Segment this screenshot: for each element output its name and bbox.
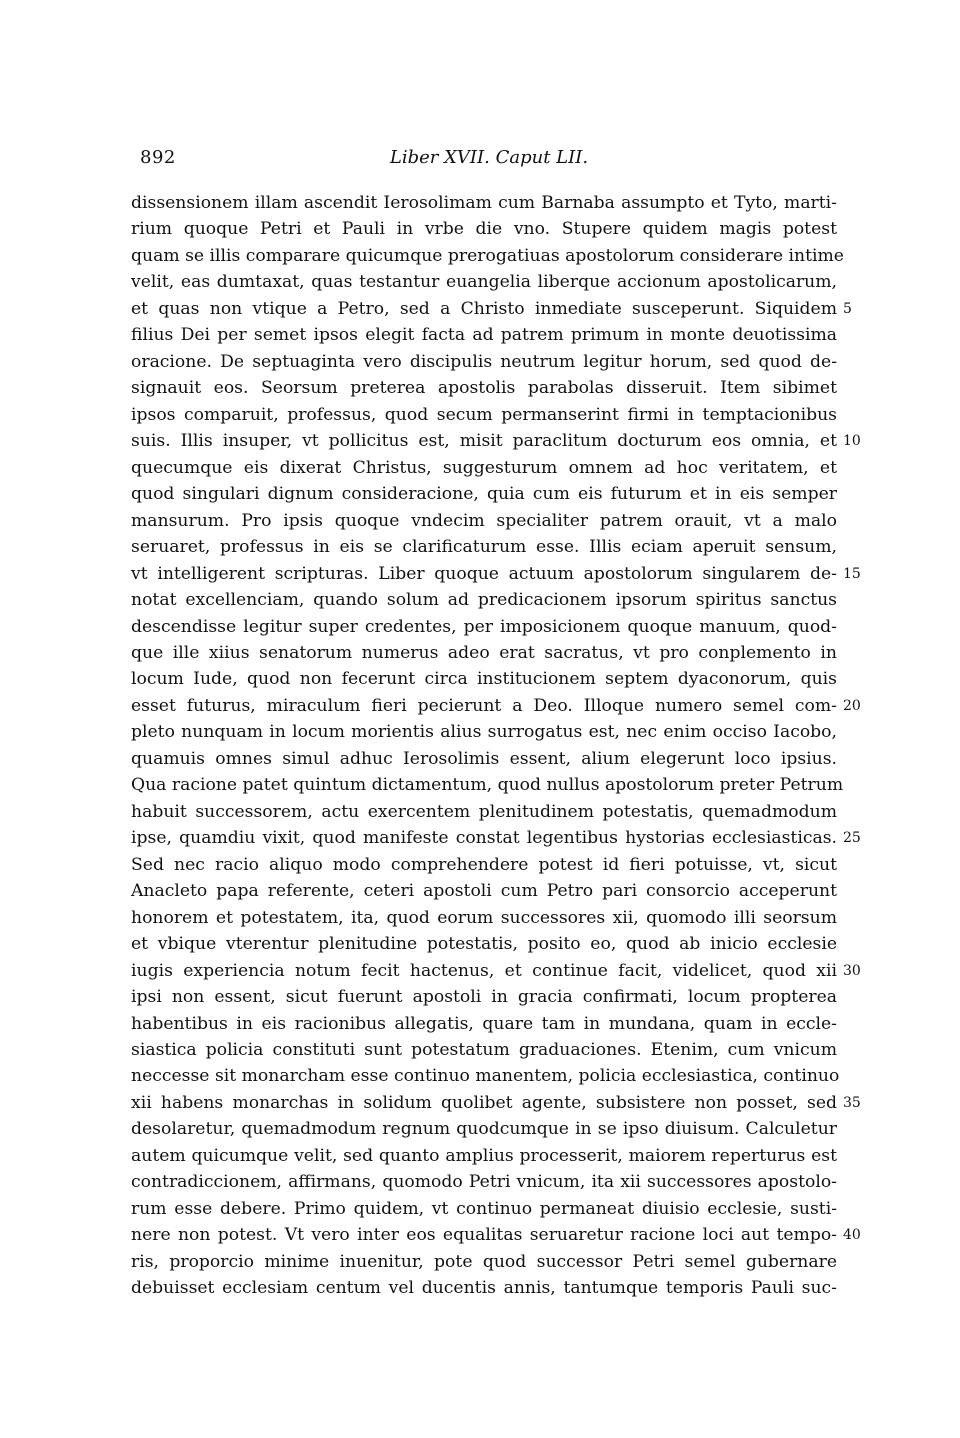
line-number: 30 [843,962,861,979]
text-line [131,746,837,772]
page-header [140,147,838,177]
text-line [131,905,837,931]
text-line [131,825,861,851]
text-line-content: siastica policia constituti sunt potestatum graduaciones. Etenim, cum vnicum [131,1040,837,1060]
line-number: 15 [843,565,861,582]
text-line [131,958,861,984]
running-title: Liber XVII. Caput LII. [389,147,589,168]
text-line [131,455,837,481]
text-line-content: dissensionem illam ascendit Ierosolimam cum Barnaba assumpto et Tyto, marti- [131,193,837,213]
text-line [131,296,852,322]
text-line [131,640,837,666]
text-line [131,561,861,587]
line-number: 5 [843,300,852,317]
text-line [131,799,837,825]
body-text [131,190,861,1302]
line-number: 35 [843,1094,861,1111]
text-line-content: signauit eos. Seorsum preterea apostolis parabolas disseruit. Item sibimet [131,378,837,399]
text-line [131,931,837,957]
text-line-content: velit, eas dumtaxat, quas testantur euangelia liberque accionum apostolicarum, [131,272,837,293]
text-line-content: ipsi non essent, sicut fuerunt apostoli in gracia confirmati, locum propterea [131,987,837,1008]
text-line [131,428,861,454]
text-line-content: Qua racione patet quintum dictamentum, quod nullus apostolorum preter Petrum [131,775,844,796]
text-line [131,719,837,745]
text-line [131,402,837,428]
text-line [131,481,837,507]
text-line-content: pleto nunquam in locum morientis alius surrogatus est, nec enim occiso Iacobo, [131,722,837,743]
text-line-content: contradiccionem, affirmans, quomodo Petri vnicum, ita xii successores apostolo- [131,1172,837,1193]
text-line-content: ris, proporcio minime inuenitur, pote quod successor Petri semel gubernare [131,1251,837,1272]
text-line-content: notat excellenciam, quando solum ad predicacionem ipsorum spiritus sanctus [131,590,837,611]
line-number: 40 [843,1227,861,1244]
text-line [131,852,837,878]
text-line-content: desolaretur, quemadmodum regnum quodcumque in se ipso diuisum. Calculetur [131,1119,837,1140]
text-line-content: ipsos comparuit, professus, quod secum permanserint firmi in temptacionibus [131,404,837,425]
line-number: 10 [843,433,861,450]
text-line-content: et quas non vtique a Petro, sed a Christo inmediate susceperunt. Siquidem [131,298,837,319]
text-line-content: Sed nec racio aliquo modo comprehendere potest id fieri potuisse, vt, sicut [131,854,837,875]
text-line-content: debuisset ecclesiam centum vel ducentis annis, tantumque temporis Pauli suc- [131,1278,837,1299]
text-line-content: mansurum. Pro ipsis quoque vndecim specialiter patrem orauit, vt a malo [131,510,837,531]
text-line [131,772,844,798]
text-line [131,269,837,295]
page-number: 892 [140,147,176,168]
text-line-content: seruaret, professus in eis se clarificaturum esse. Illis eciam aperuit sensum, [131,537,837,558]
text-line [131,1143,837,1169]
text-line-content: quod singulari dignum consideracione, quia cum eis futurum et in eis semper [131,484,837,505]
text-line [131,1011,837,1037]
text-line-content: autem quicumque velit, sed quanto amplius processerit, maiorem reperturus est [131,1145,837,1166]
text-line [131,1169,837,1195]
text-line [131,666,837,692]
text-line-content: rum esse debere. Primo quidem, vt continuo permaneat diuisio ecclesie, susti- [131,1198,837,1219]
text-line [131,190,837,216]
text-line [131,1275,837,1301]
text-line [131,508,837,534]
text-line [131,216,837,242]
text-line-content: quam se illis comparare quicumque prerogatiuas apostolorum considerare intime [131,245,844,266]
text-line [131,534,837,560]
text-line-content: esset futurus, miraculum fieri pecierunt a Deo. Illoque numero semel com- [131,695,837,716]
text-line [131,349,837,375]
text-line-content: quecumque eis dixerat Christus, suggesturum omnem ad hoc veritatem, et [131,457,837,478]
text-line-content: quamuis omnes simul adhuc Ierosolimis essent, alium elegerunt loco ipsius. [131,748,837,769]
text-line [131,1196,837,1222]
text-line [131,322,837,348]
text-line [131,984,837,1010]
text-line [131,1116,837,1142]
text-line [131,693,861,719]
text-line [131,1037,837,1063]
line-number: 25 [843,830,861,847]
text-line-content: filius Dei per semet ipsos elegit facta ad patrem primum in monte deuotissima [131,325,837,346]
text-line-content: Anacleto papa referente, ceteri apostoli cum Petro pari consorcio acceperunt [131,881,837,902]
text-line-content: iugis experiencia notum fecit hactenus, et continue facit, videlicet, quod xii [131,960,837,981]
text-line-content: vt intelligerent scripturas. Liber quoque actuum apostolorum singularem de- [131,563,837,584]
text-line-content: suis. Illis insuper, vt pollicitus est, misit paraclitum docturum eos omnia, et [131,431,837,452]
text-line [131,1063,840,1089]
text-line [131,1222,861,1248]
text-line-content: locum Iude, quod non fecerunt circa institucionem septem dyaconorum, quis [131,669,837,690]
text-line-content: et vbique vterentur plenitudine potestatis, posito eo, quod ab inicio ecclesie [131,934,837,955]
text-line [131,1090,861,1116]
text-line-content: neccesse sit monarcham esse continuo manentem, policia ecclesiastica, continuo [131,1066,840,1087]
text-line-content: oracione. De septuaginta vero discipulis neutrum legitur horum, sed quod de- [131,351,837,372]
text-line-content: habentibus in eis racionibus allegatis, quare tam in mundana, quam in eccle- [131,1013,837,1034]
line-number: 20 [843,697,861,714]
text-line-content: rium quoque Petri et Pauli in vrbe die vno. Stupere quidem magis potest [131,219,837,240]
text-line [131,375,837,401]
text-line-content: honorem et potestatem, ita, quod eorum successores xii, quomodo illi seorsum [131,907,837,928]
text-line-content: que ille xiius senatorum numerus adeo erat sacratus, vt pro conplemento in [131,642,837,663]
text-line-content: nere non potest. Vt vero inter eos equalitas seruaretur racione loci aut tempo- [131,1225,837,1246]
text-line [131,1249,837,1275]
text-line-content: xii habens monarchas in solidum quolibet agente, subsistere non posset, sed [131,1092,837,1113]
text-line-content: descendisse legitur super credentes, per imposicionem quoque manuum, quod- [131,616,837,637]
text-line [131,614,837,640]
text-line [131,243,844,269]
text-line [131,587,837,613]
text-line-content: habuit successorem, actu exercentem plenitudinem potestatis, quemadmodum [131,801,837,822]
text-line [131,878,837,904]
text-line-content: ipse, quamdiu vixit, quod manifeste constat legentibus hystorias ecclesiasticas. [131,828,837,849]
